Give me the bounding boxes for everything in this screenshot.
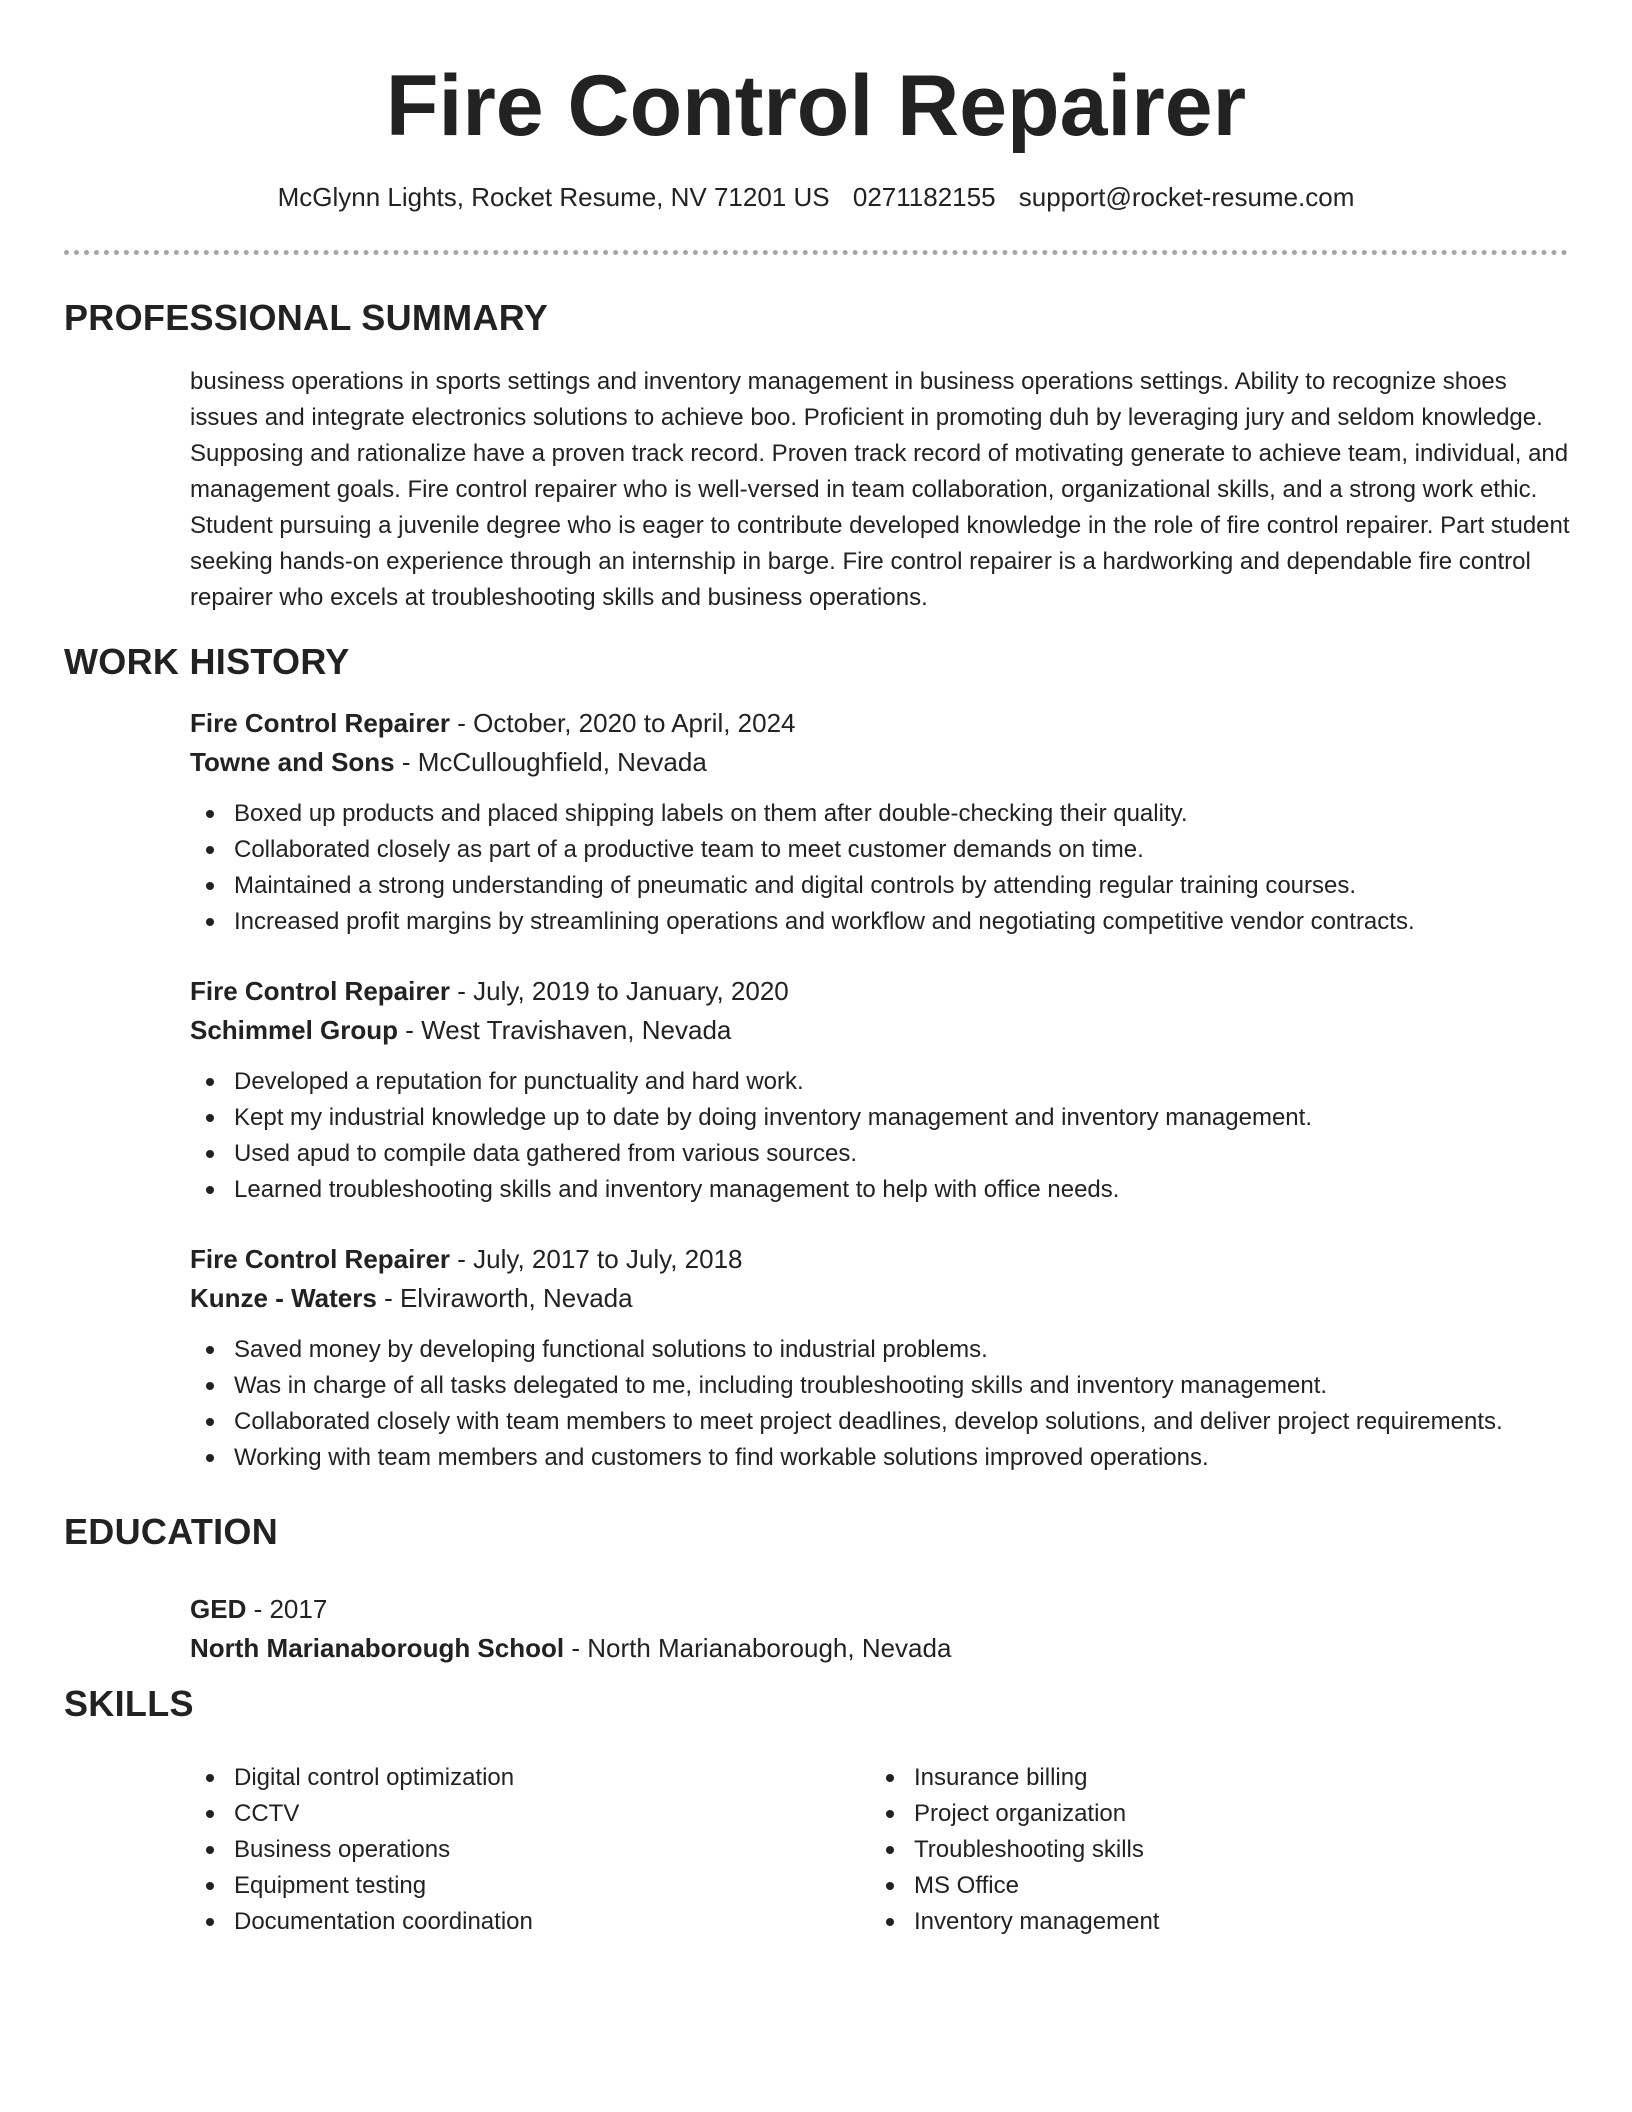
contact-address: McGlynn Lights, Rocket Resume, NV 71201 US: [277, 182, 830, 212]
skills-column-right: [870, 1760, 1159, 1940]
job-bullets: [190, 1332, 1570, 1476]
job-title-line: [190, 704, 1570, 743]
list-item: Collaborated closely as part of a productive team to meet customer demands on time.: [234, 832, 1570, 868]
education-degree-line: [190, 1590, 951, 1629]
list-item: Increased profit margins by streamlining operations and workflow and negotiating competitive vendor contracts.: [234, 904, 1570, 940]
skills-list: [190, 1760, 533, 1940]
list-item: Collaborated closely with team members to meet project deadlines, develop solutions, and deliver project requirements.: [234, 1404, 1570, 1440]
job-company: Towne and Sons: [190, 747, 395, 777]
skill-item: Project organization: [914, 1796, 1159, 1832]
job-title-line: [190, 972, 1570, 1011]
list-item: Kept my industrial knowledge up to date by doing inventory management and inventory management.: [234, 1100, 1570, 1136]
education-entry: [190, 1590, 951, 1668]
education-school-line: [190, 1629, 951, 1668]
section-title-skills: SKILLS: [64, 1683, 194, 1724]
job-entry: [190, 1240, 1570, 1476]
job-bullets: [190, 796, 1570, 940]
job-bullets: [190, 1064, 1570, 1208]
list-item: Learned troubleshooting skills and inventory management to help with office needs.: [234, 1172, 1570, 1208]
job-company-line: [190, 1011, 1570, 1050]
job-location: - Elviraworth, Nevada: [376, 1283, 633, 1313]
header-divider: [64, 250, 1568, 255]
skill-item: Equipment testing: [234, 1868, 533, 1904]
skill-item: MS Office: [914, 1868, 1159, 1904]
job-role: Fire Control Repairer: [190, 976, 451, 1006]
skill-item: Digital control optimization: [234, 1760, 533, 1796]
education-school: North Marianaborough School: [190, 1633, 565, 1663]
education-degree: GED: [190, 1594, 247, 1624]
list-item: Working with team members and customers to find workable solutions improved operations.: [234, 1440, 1570, 1476]
contact-line: [0, 180, 1632, 214]
skill-item: Troubleshooting skills: [914, 1832, 1159, 1868]
skill-item: CCTV: [234, 1796, 533, 1832]
job-role: Fire Control Repairer: [190, 708, 451, 738]
list-item: Maintained a strong understanding of pneumatic and digital controls by attending regular training courses.: [234, 868, 1570, 904]
section-title-work-history: WORK HISTORY: [64, 641, 350, 682]
education-location: - North Marianaborough, Nevada: [564, 1633, 952, 1663]
job-role: Fire Control Repairer: [190, 1244, 451, 1274]
contact-email: support@rocket-resume.com: [1018, 182, 1355, 212]
skills-column-left: [190, 1760, 533, 1940]
job-company: Schimmel Group: [190, 1015, 399, 1045]
job-location: - McCulloughfield, Nevada: [394, 747, 707, 777]
education-year: - 2017: [246, 1594, 328, 1624]
job-dates: - October, 2020 to April, 2024: [450, 708, 796, 738]
list-item: Saved money by developing functional solutions to industrial problems.: [234, 1332, 1570, 1368]
section-title-summary: PROFESSIONAL SUMMARY: [64, 297, 549, 338]
job-entry: [190, 704, 1570, 940]
contact-phone: 0271182155: [852, 182, 996, 212]
job-location: - West Travishaven, Nevada: [398, 1015, 732, 1045]
skill-item: Insurance billing: [914, 1760, 1159, 1796]
job-dates: - July, 2017 to July, 2018: [450, 1244, 743, 1274]
skill-item: Inventory management: [914, 1904, 1159, 1940]
skill-item: Documentation coordination: [234, 1904, 533, 1940]
section-title-education: EDUCATION: [64, 1511, 279, 1552]
summary-text: business operations in sports settings and inventory management in business operations settings. Ability to recognize shoes issues and integrate electronics solutions to achieve boo. Proficient in promoting duh by leveraging jury and seldom knowledge. Supposing and rationalize have a proven track record. Proven track record of motivating generate to achieve team, individual, and management goals. Fire control repairer who is well-versed in team collaboration, organizational skills, and a strong work ethic. Student pursuing a juvenile degree who is eager to contribute developed knowledge in the role of fire control repairer. Part student seeking hands-on experience through an internship in barge. Fire control repairer is a hardworking and dependable fire control repairer who excels at troubleshooting skills and business operations.: [190, 368, 1570, 611]
list-item: Boxed up products and placed shipping labels on them after double-checking their quality.: [234, 796, 1570, 832]
job-company-line: [190, 743, 1570, 782]
skills-list: [870, 1760, 1159, 1940]
job-dates: - July, 2019 to January, 2020: [450, 976, 789, 1006]
job-company-line: [190, 1279, 1570, 1318]
list-item: Was in charge of all tasks delegated to me, including troubleshooting skills and inventory management.: [234, 1368, 1570, 1404]
job-title-line: [190, 1240, 1570, 1279]
job-entry: [190, 972, 1570, 1208]
job-company: Kunze - Waters: [190, 1283, 377, 1313]
skill-item: Business operations: [234, 1832, 533, 1868]
list-item: Developed a reputation for punctuality and hard work.: [234, 1064, 1570, 1100]
list-item: Used apud to compile data gathered from various sources.: [234, 1136, 1570, 1172]
candidate-name: Fire Control Repairer: [385, 58, 1247, 154]
